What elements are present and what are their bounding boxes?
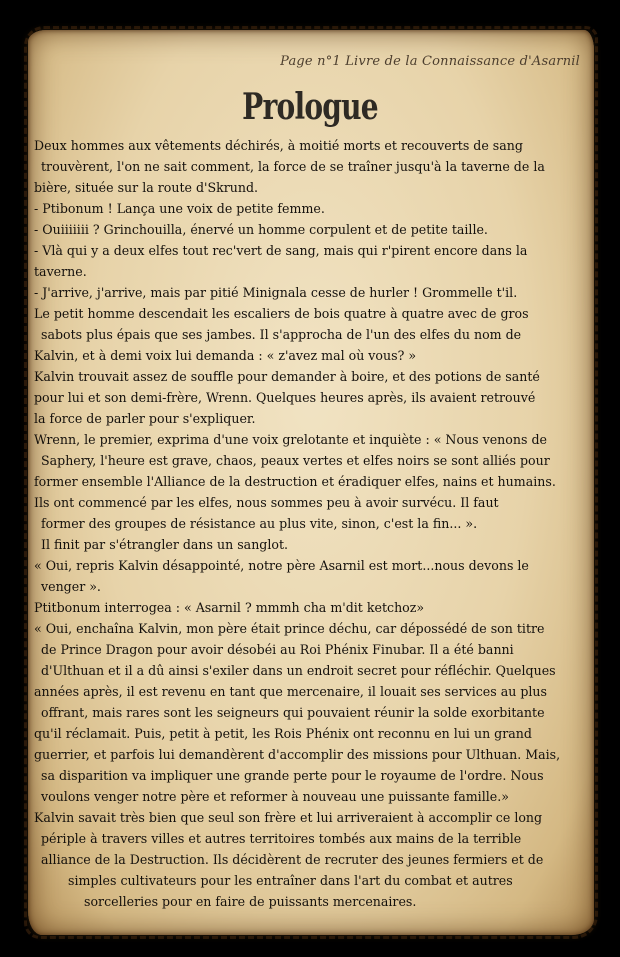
text-line: de Prince Dragon pour avoir désobéi au Roi Phénix Finubar. Il a été banni <box>41 642 514 657</box>
text-line: d'Ulthuan et il a dû ainsi s'exiler dans un endroit secret pour réfléchir. Quelques <box>41 663 556 678</box>
text-line: former des groupes de résistance au plus vite, sinon, c'est la fin... ». <box>41 516 478 531</box>
text-line: pour lui et son demi-frère, Wrenn. Quelques heures après, ils avaient retrouvé <box>34 390 536 405</box>
text-line: guerrier, et parfois lui demandèrent d'accomplir des missions pour Ulthuan. Mais, <box>34 747 561 762</box>
text-line: - Ptibonum ! Lança une voix de petite femme. <box>34 201 325 216</box>
text-line: « Oui, enchaîna Kalvin, mon père était prince déchu, car dépossédé de son titre <box>34 621 545 636</box>
text-line: Il finit par s'étrangler dans un sanglot. <box>41 537 289 552</box>
text-line: offrant, mais rares sont les seigneurs qui pouvaient réunir la solde exorbitante <box>41 705 545 720</box>
text-line: alliance de la Destruction. Ils décidèrent de recruter des jeunes fermiers et de <box>41 852 544 867</box>
text-line: sa disparition va impliquer une grande perte pour le royaume de l'ordre. Nous <box>41 768 544 783</box>
text-line: années après, il est revenu en tant que mercenaire, il louait ses services au plus <box>34 684 548 699</box>
text-line: voulons venger notre père et reformer à nouveau une puissante famille.» <box>41 789 509 804</box>
text-line: Ils ont commencé par les elfes, nous sommes peu à avoir survécu. Il faut <box>34 495 499 510</box>
text-line: Kalvin savait très bien que seul son frère et lui arriveraient à accomplir ce long <box>34 810 543 825</box>
text-line: Kalvin, et à demi voix lui demanda : « z'avez mal où vous? » <box>34 348 417 363</box>
text-line: - Ouiiiiiii ? Grinchouilla, énervé un homme corpulent et de petite taille. <box>34 222 488 237</box>
prologue-text <box>34 135 590 912</box>
text-line: former ensemble l'Alliance de la destruction et éradiquer elfes, nains et humains. <box>34 474 556 489</box>
text-line: Deux hommes aux vêtements déchirés, à moitié morts et recouverts de sang <box>34 138 523 153</box>
text-line: venger ». <box>41 579 101 594</box>
text-line: qu'il réclamait. Puis, petit à petit, les Rois Phénix ont reconnu en lui un grand <box>34 726 532 741</box>
page-title: Prologue <box>242 86 378 128</box>
text-line: bière, située sur la route d'Skrund. <box>34 180 259 195</box>
text-line: - J'arrive, j'arrive, mais par pitié Minignala cesse de hurler ! Grommelle t'il. <box>34 285 518 300</box>
text-line: - Vlà qui y a deux elfes tout rec'vert de sang, mais qui r'pirent encore dans la <box>34 243 528 258</box>
text-line: trouvèrent, l'on ne sait comment, la force de se traîner jusqu'à la taverne de la <box>41 159 545 174</box>
text-line: Kalvin trouvait assez de souffle pour demander à boire, et des potions de santé <box>34 369 540 384</box>
text-line: sorcelleries pour en faire de puissants mercenaires. <box>84 894 417 909</box>
text-line: simples cultivateurs pour les entraîner dans l'art du combat et autres <box>68 873 513 888</box>
text-line: Ptitbonum interrogea : « Asarnil ? mmmh cha m'dit ketchoz» <box>34 600 425 615</box>
text-line: Wrenn, le premier, exprima d'une voix grelotante et inquiète : « Nous venons de <box>34 432 547 447</box>
text-line: Saphery, l'heure est grave, chaos, peaux vertes et elfes noirs se sont alliés pour <box>41 453 550 468</box>
text-line: la force de parler pour s'expliquer. <box>34 411 256 426</box>
text-line: sabots plus épais que ses jambes. Il s'approcha de l'un des elfes du nom de <box>41 327 522 342</box>
text-line: « Oui, repris Kalvin désappointé, notre père Asarnil est mort...nous devons le <box>34 558 529 573</box>
page-header: Page n°1 Livre de la Connaissance d'Asarnil <box>280 54 580 69</box>
text-line: Le petit homme descendait les escaliers de bois quatre à quatre avec de gros <box>34 306 529 321</box>
text-line: périple à travers villes et autres territoires tombés aux mains de la terrible <box>41 831 522 846</box>
text-line: taverne. <box>34 264 87 279</box>
